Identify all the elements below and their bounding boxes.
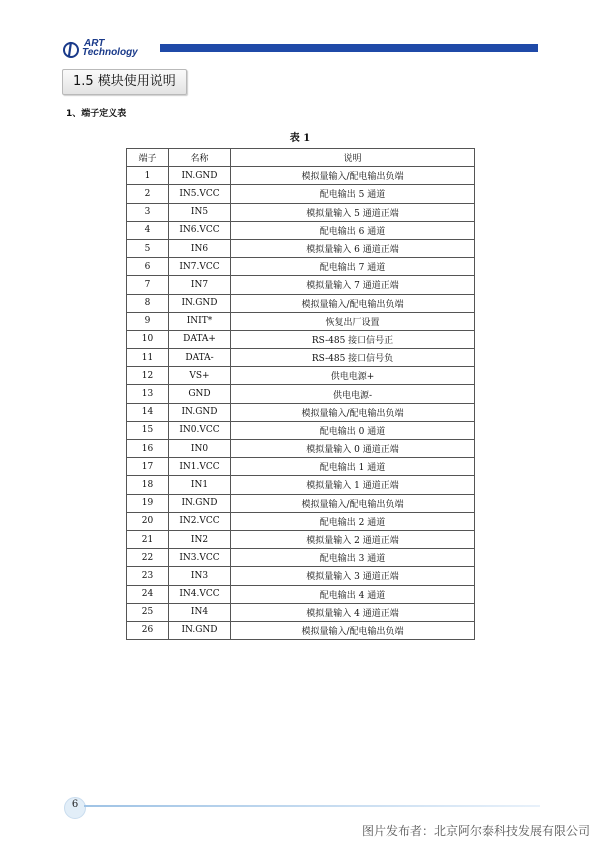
- cell-name: IN5: [169, 203, 231, 221]
- table-row: [127, 403, 475, 421]
- table-row: [127, 349, 475, 367]
- table-row: [127, 385, 475, 403]
- cell-description: 模拟量输入/配电输出负端: [231, 403, 475, 421]
- cell-terminal: 10: [127, 330, 169, 348]
- footer-line: [84, 805, 540, 807]
- cell-terminal: 20: [127, 512, 169, 530]
- table-row: [127, 294, 475, 312]
- table-row: [127, 476, 475, 494]
- logo-art-text: ART: [84, 38, 105, 49]
- cell-name: IN0.VCC: [169, 421, 231, 439]
- cell-terminal: 16: [127, 440, 169, 458]
- cell-name: INIT*: [169, 312, 231, 330]
- table-body: [127, 167, 475, 640]
- table-caption: 表 1: [289, 133, 311, 144]
- cell-terminal: 21: [127, 530, 169, 548]
- cell-description: 配电输出 4 通道: [231, 585, 475, 603]
- cell-name: IN5.VCC: [169, 185, 231, 203]
- cell-terminal: 22: [127, 549, 169, 567]
- cell-description: RS-485 接口信号正: [231, 330, 475, 348]
- cell-terminal: 18: [127, 476, 169, 494]
- cell-name: IN1: [169, 476, 231, 494]
- table-row: [127, 221, 475, 239]
- cell-description: 供电电源+: [231, 367, 475, 385]
- art-logo-icon: [62, 40, 80, 58]
- section-title: 1.5 模块使用说明: [62, 69, 187, 95]
- cell-name: IN.GND: [169, 294, 231, 312]
- cell-terminal: 7: [127, 276, 169, 294]
- cell-description: 配电输出 0 通道: [231, 421, 475, 439]
- company-logo: [62, 38, 162, 58]
- cell-terminal: 4: [127, 221, 169, 239]
- cell-description: 配电输出 6 通道: [231, 221, 475, 239]
- header-bar: [160, 44, 538, 52]
- cell-name: IN2: [169, 530, 231, 548]
- cell-description: 模拟量输入 7 通道正端: [231, 276, 475, 294]
- cell-terminal: 13: [127, 385, 169, 403]
- cell-name: IN6.VCC: [169, 221, 231, 239]
- cell-terminal: 6: [127, 258, 169, 276]
- column-header-terminal: 端子: [127, 149, 169, 167]
- cell-name: IN.GND: [169, 494, 231, 512]
- table-row: [127, 440, 475, 458]
- cell-terminal: 24: [127, 585, 169, 603]
- cell-name: IN.GND: [169, 403, 231, 421]
- table-row: [127, 167, 475, 185]
- cell-name: DATA-: [169, 349, 231, 367]
- cell-description: 配电输出 3 通道: [231, 549, 475, 567]
- table-row: [127, 239, 475, 257]
- cell-description: 模拟量输入/配电输出负端: [231, 167, 475, 185]
- cell-terminal: 2: [127, 185, 169, 203]
- sub-heading: 1、端子定义表: [66, 109, 127, 119]
- cell-terminal: 9: [127, 312, 169, 330]
- table-row: [127, 603, 475, 621]
- cell-description: 配电输出 5 通道: [231, 185, 475, 203]
- cell-name: IN7.VCC: [169, 258, 231, 276]
- page-number: 6: [71, 799, 79, 810]
- table-row: [127, 330, 475, 348]
- table-row: [127, 258, 475, 276]
- publisher-watermark: 图片发布者：北京阿尔泰科技发展有限公司: [361, 824, 590, 838]
- cell-terminal: 25: [127, 603, 169, 621]
- cell-terminal: 8: [127, 294, 169, 312]
- cell-terminal: 12: [127, 367, 169, 385]
- cell-description: 供电电源-: [231, 385, 475, 403]
- table-row: [127, 549, 475, 567]
- cell-description: 配电输出 1 通道: [231, 458, 475, 476]
- logo-technology-text: Technology: [82, 47, 138, 58]
- cell-name: IN1.VCC: [169, 458, 231, 476]
- cell-description: 模拟量输入 5 通道正端: [231, 203, 475, 221]
- cell-terminal: 11: [127, 349, 169, 367]
- cell-terminal: 3: [127, 203, 169, 221]
- cell-name: GND: [169, 385, 231, 403]
- table-header-row: [127, 149, 475, 167]
- table-row: [127, 458, 475, 476]
- table-row: [127, 421, 475, 439]
- cell-terminal: 15: [127, 421, 169, 439]
- cell-terminal: 19: [127, 494, 169, 512]
- cell-description: 模拟量输入/配电输出负端: [231, 294, 475, 312]
- cell-terminal: 14: [127, 403, 169, 421]
- cell-name: IN6: [169, 239, 231, 257]
- table-row: [127, 203, 475, 221]
- table-row: [127, 512, 475, 530]
- cell-description: 模拟量输入/配电输出负端: [231, 494, 475, 512]
- cell-description: 模拟量输入 4 通道正端: [231, 603, 475, 621]
- cell-terminal: 5: [127, 239, 169, 257]
- cell-name: IN4.VCC: [169, 585, 231, 603]
- cell-terminal: 23: [127, 567, 169, 585]
- cell-description: 配电输出 2 通道: [231, 512, 475, 530]
- cell-description: 模拟量输入 3 通道正端: [231, 567, 475, 585]
- table-row: [127, 567, 475, 585]
- cell-terminal: 26: [127, 621, 169, 639]
- cell-terminal: 1: [127, 167, 169, 185]
- cell-name: IN.GND: [169, 621, 231, 639]
- terminal-definition-table: [126, 148, 475, 640]
- cell-description: RS-485 接口信号负: [231, 349, 475, 367]
- cell-description: 模拟量输入 0 通道正端: [231, 440, 475, 458]
- column-header-name: 名称: [169, 149, 231, 167]
- cell-name: IN7: [169, 276, 231, 294]
- cell-name: IN3: [169, 567, 231, 585]
- cell-name: IN.GND: [169, 167, 231, 185]
- cell-description: 模拟量输入/配电输出负端: [231, 621, 475, 639]
- cell-name: IN2.VCC: [169, 512, 231, 530]
- table-row: [127, 185, 475, 203]
- cell-terminal: 17: [127, 458, 169, 476]
- cell-name: IN4: [169, 603, 231, 621]
- cell-name: IN0: [169, 440, 231, 458]
- table-row: [127, 367, 475, 385]
- table-row: [127, 530, 475, 548]
- cell-description: 模拟量输入 6 通道正端: [231, 239, 475, 257]
- table-row: [127, 312, 475, 330]
- table-row: [127, 621, 475, 639]
- table-row: [127, 494, 475, 512]
- column-header-description: 说明: [231, 149, 475, 167]
- cell-description: 恢复出厂设置: [231, 312, 475, 330]
- cell-name: IN3.VCC: [169, 549, 231, 567]
- table-row: [127, 585, 475, 603]
- cell-description: 模拟量输入 2 通道正端: [231, 530, 475, 548]
- cell-description: 配电输出 7 通道: [231, 258, 475, 276]
- cell-name: DATA+: [169, 330, 231, 348]
- table-row: [127, 276, 475, 294]
- cell-description: 模拟量输入 1 通道正端: [231, 476, 475, 494]
- cell-name: VS+: [169, 367, 231, 385]
